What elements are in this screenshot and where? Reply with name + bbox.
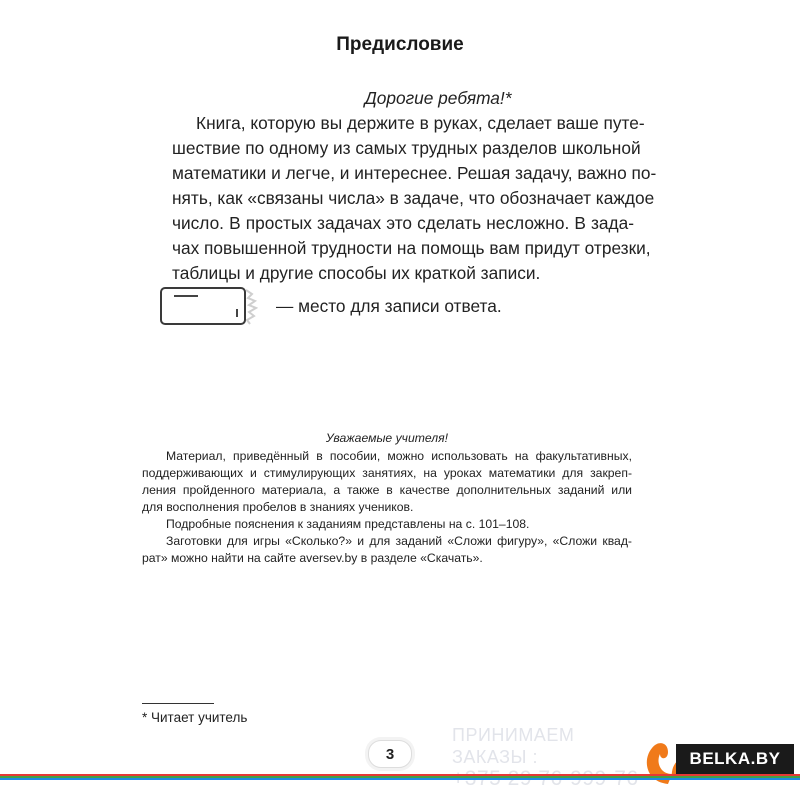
page-number: 3 <box>368 740 412 768</box>
watermark-text <box>452 724 642 790</box>
footnote: * Читает учитель <box>142 710 248 725</box>
footnote-divider <box>142 703 214 704</box>
kids-text-line: шествие по одному из самых трудных разделов школьной <box>172 138 641 158</box>
teachers-section <box>142 430 632 567</box>
answer-legend <box>160 286 502 326</box>
page-title: Предисловие <box>336 34 464 55</box>
teachers-text-line: Материал, приведённый в пособии, можно использовать на факультативных, <box>166 449 632 463</box>
splash-icon <box>244 286 258 326</box>
belka-logo <box>638 722 800 800</box>
rainbow-stripes <box>0 774 800 780</box>
kids-section <box>172 86 657 286</box>
teachers-heading: Уважаемые учителя! <box>325 431 449 445</box>
answer-label: — место для записи ответа. <box>276 295 502 316</box>
teachers-text-line: Подробные пояснения к заданиям представлены на с. 101–108. <box>166 517 530 531</box>
teachers-text-line: рат» можно найти на сайте aversev.by в разделе «Скачать». <box>142 551 483 565</box>
kids-text-line: чах повышенной трудности на помощь вам придут отрезки, <box>172 238 651 258</box>
watermark-line1: ПРИНИМАЕМ ЗАКАЗЫ : <box>452 725 575 767</box>
kids-text-line: математики и легче, и интереснее. Решая задачу, важно по- <box>172 163 657 183</box>
kids-text-line: таблицы и другие способы их краткой записи. <box>172 263 541 283</box>
answer-box-icon <box>160 287 246 325</box>
teachers-text-line: ления пройденного материала, а также в качестве дополнительных заданий или <box>142 483 632 497</box>
logo-text: BELKA.BY <box>676 744 794 774</box>
teachers-text-line: для восполнения пробелов в знаниях учеников. <box>142 500 414 514</box>
kids-greeting: Дорогие ребята!* <box>364 88 512 108</box>
kids-text-line: Книга, которую вы держите в руках, сделает ваше путе- <box>196 113 645 133</box>
teachers-text-line: поддерживающих и стимулирующих занятиях, на уроках математики для закреп- <box>142 466 632 480</box>
teachers-text-line: Заготовки для игры «Сколько?» и для заданий «Сложи фигуру», «Сложи квад- <box>166 534 632 548</box>
kids-text-line: число. В простых задачах это сделать несложно. В зада- <box>172 213 634 233</box>
kids-text-line: нять, как «связаны числа» в задаче, что обозначает каждое <box>172 188 655 208</box>
